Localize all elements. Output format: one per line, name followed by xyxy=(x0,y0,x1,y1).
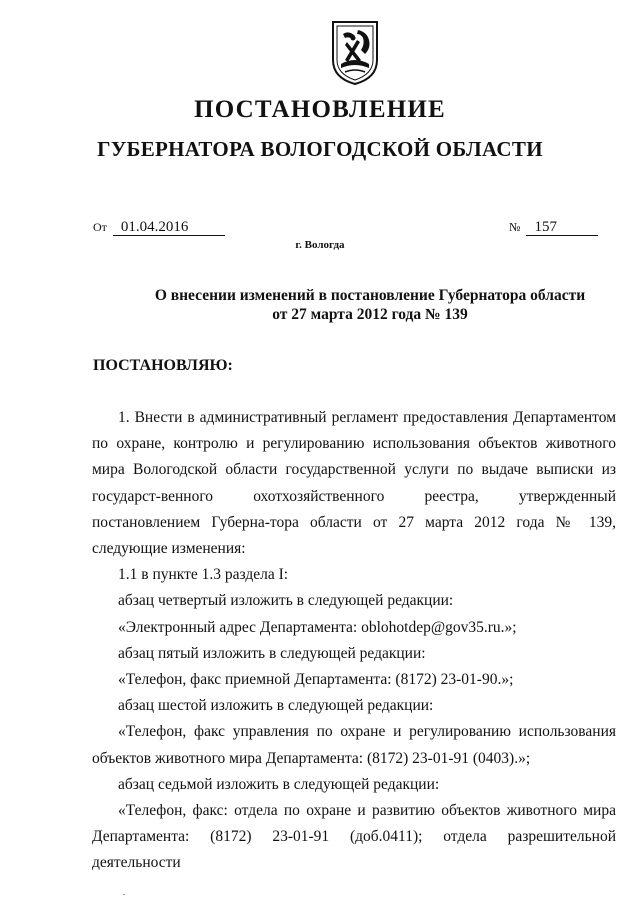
date-prefix: От xyxy=(93,220,107,234)
vologda-coat-of-arms-icon xyxy=(331,20,379,86)
date-field xyxy=(93,219,225,236)
number-field xyxy=(509,219,598,236)
document-subject xyxy=(120,286,620,324)
body-paragraph-4: «Электронный адрес Департамента: oblohotdep@gov35.ru.»; xyxy=(118,618,517,636)
body-paragraph-6: «Телефон, факс приемной Департамента: (8172) 23-01-90.»; xyxy=(118,671,514,689)
decree-heading: ПОСТАНОВЛЯЮ: xyxy=(93,357,233,374)
document-body xyxy=(92,405,616,877)
date-value: 01.04.2016 xyxy=(113,220,225,236)
scan-artifact xyxy=(123,894,125,895)
body-paragraph-10: «Телефон, факс: отдела по охране и развитию объектов животного мира Департамента: (8172) 23-01-91 (доб.0411); отдела разрешительной деятельности xyxy=(92,802,616,872)
subject-line-1: О внесении изменений в постановление Губернатора области xyxy=(154,287,586,304)
body-paragraph-1: 1. Внести в административный регламент предоставления Департаментом по охране, контролю и регулированию использования объектов животного мира Вологодской области государственной услуги по выдаче выписки из государст-венного охотхозяйственного реестра, утвержденный постановлением Губерна-тора области от 27 марта 2012 года № 139, следующие изменения: xyxy=(92,409,616,558)
document-title: ПОСТАНОВЛЕНИЕ xyxy=(194,96,446,123)
document-issuer: ГУБЕРНАТОРА ВОЛОГОДСКОЙ ОБЛАСТИ xyxy=(97,137,543,161)
city-label: г. Вологда xyxy=(295,239,345,251)
subject-line-2: от 27 марта 2012 года № 139 xyxy=(272,306,468,323)
number-value: 157 xyxy=(526,220,598,236)
body-paragraph-9: абзац седьмой изложить в следующей редакции: xyxy=(118,775,440,793)
body-paragraph-5: абзац пятый изложить в следующей редакции: xyxy=(118,644,426,662)
body-paragraph-7: абзац шестой изложить в следующей редакции: xyxy=(118,697,434,715)
number-prefix: № xyxy=(509,220,521,234)
body-paragraph-8: «Телефон, факс управления по охране и регулированию использования объектов животного мира Департамента: (8172) 23-01-91 (0403).»; xyxy=(92,723,616,767)
body-paragraph-3: абзац четвертый изложить в следующей редакции: xyxy=(118,592,454,610)
body-paragraph-2: 1.1 в пункте 1.3 раздела I: xyxy=(118,566,289,584)
